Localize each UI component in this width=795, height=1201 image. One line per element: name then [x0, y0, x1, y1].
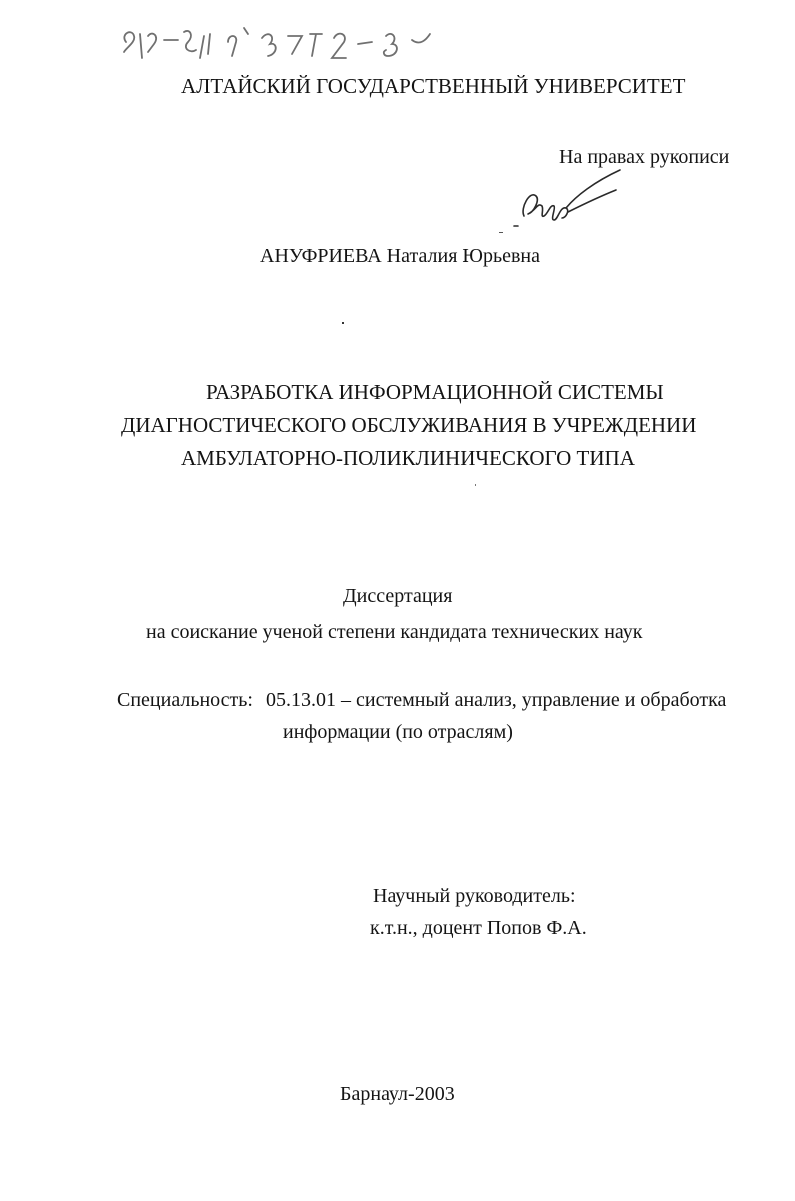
archive-mark-text [112, 18, 118, 19]
specialty-continuation: информации (по отраслям) [283, 721, 513, 743]
scan-speck [342, 322, 344, 324]
signature-text [504, 164, 506, 165]
archive-mark [112, 18, 472, 66]
signature [504, 164, 634, 234]
specialty-label: Специальность: [117, 689, 253, 711]
manuscript-note: На правах рукописи [559, 146, 730, 168]
signature-scribble [504, 164, 634, 234]
university-name: АЛТАЙСКИЙ ГОСУДАРСТВЕННЫЙ УНИВЕРСИТЕТ [181, 74, 686, 98]
supervisor-name: к.т.н., доцент Попов Ф.А. [370, 917, 587, 939]
title-line-2: ДИАГНОСТИЧЕСКОГО ОБСЛУЖИВАНИЯ В УЧРЕЖДЕНИИ [121, 413, 697, 437]
title-line-3: АМБУЛАТОРНО-ПОЛИКЛИНИЧЕСКОГО ТИПА [181, 446, 635, 470]
archive-mark-scribble [112, 18, 472, 66]
city-year: Барнаул-2003 [340, 1083, 455, 1105]
degree-line: на соискание ученой степени кандидата технических наук [146, 621, 643, 643]
scan-speck [499, 232, 503, 233]
work-type: Диссертация [343, 585, 453, 607]
title-line-1: РАЗРАБОТКА ИНФОРМАЦИОННОЙ СИСТЕМЫ [206, 380, 664, 404]
supervisor-label: Научный руководитель: [373, 885, 576, 907]
scan-speck [475, 484, 476, 486]
specialty-code-line: 05.13.01 – системный анализ, управление и обработка [266, 689, 727, 711]
author-name: АНУФРИЕВА Наталия Юрьевна [260, 245, 540, 267]
